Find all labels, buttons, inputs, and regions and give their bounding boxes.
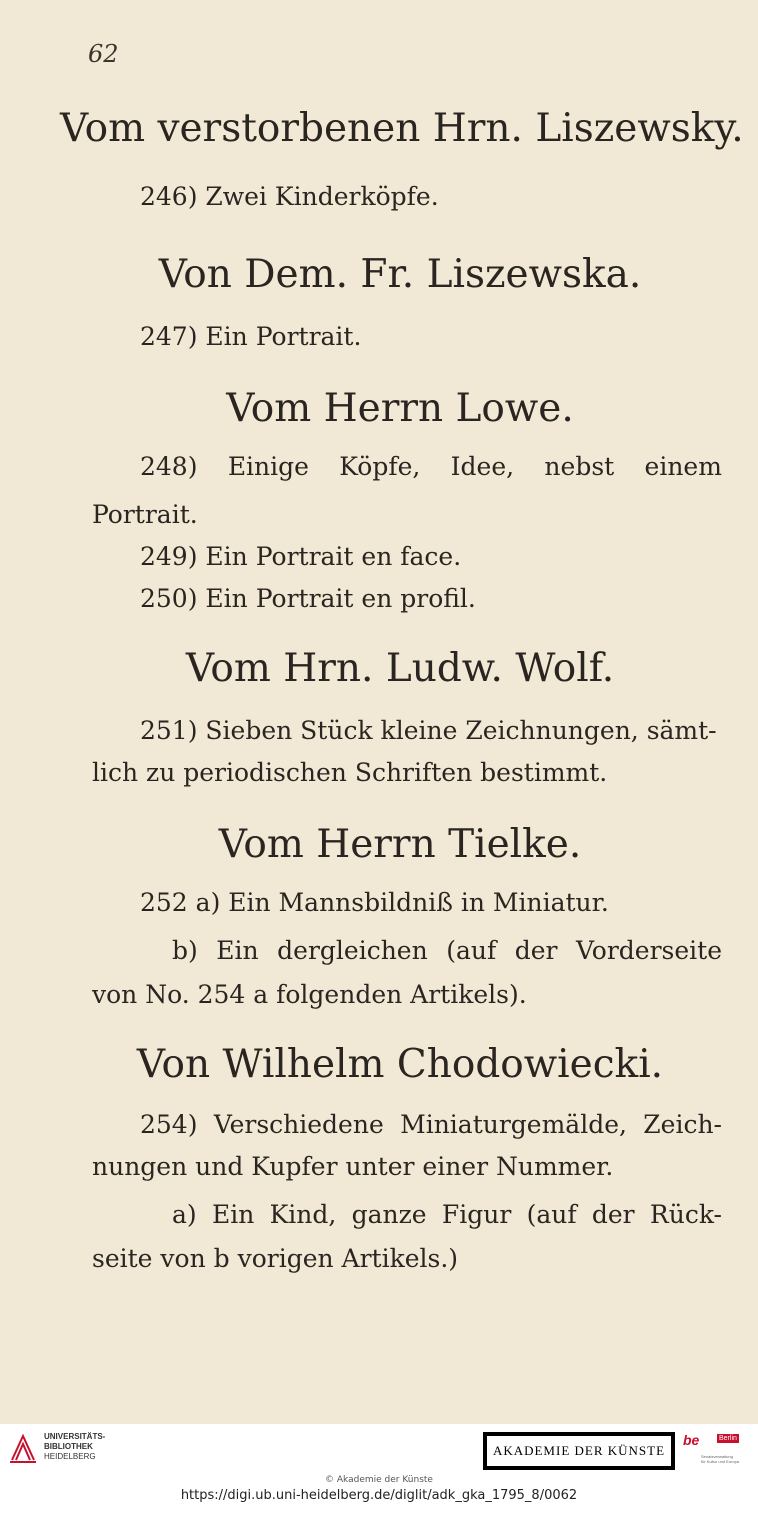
entry-248-line-1	[140, 452, 722, 481]
university-library-name	[44, 1432, 105, 1462]
berlin-logo[interactable]	[683, 1432, 747, 1470]
entry-252b-line-2: von No. 254 a folgenden Artikels).	[92, 980, 527, 1009]
page-number: 62	[88, 40, 119, 68]
entry-248-line-2: Portrait.	[92, 500, 198, 529]
heading-wolf: Vom Hrn. Ludw. Wolf.	[185, 646, 615, 691]
copyright-notice: © Akademie der Künste	[325, 1475, 433, 1485]
heading-tielke: Vom Herrn Tielke.	[218, 822, 582, 867]
word: b)	[172, 936, 198, 965]
word: 248)	[140, 452, 198, 481]
entry-254a-line-2: seite von b vorigen Artikels.)	[92, 1244, 459, 1273]
word: der	[514, 936, 558, 965]
word: einem	[644, 452, 722, 481]
word: ganze	[351, 1200, 427, 1229]
entry-251-line-2: lich zu periodischen Schriften bestimmt.	[92, 758, 608, 787]
berlin-logo-box: Berlin	[719, 1435, 737, 1442]
university-line-1: UNIVERSITÄTS-	[44, 1432, 106, 1441]
entry-252a: 252 a) Ein Mannsbildniß in Miniatur.	[140, 888, 609, 917]
heading-liszewsky: Vom verstorbenen Hrn. Liszewsky.	[60, 106, 744, 151]
entry-254-line-1	[140, 1110, 722, 1139]
word: Einige	[227, 452, 309, 481]
berlin-caption-line-1: Senatsverwaltung	[701, 1454, 733, 1459]
word: Ein	[211, 1200, 255, 1229]
university-library-logo-icon	[8, 1430, 38, 1468]
word: nebst	[544, 452, 615, 481]
heading-lowe: Vom Herrn Lowe.	[226, 386, 574, 431]
heading-chodowiecki: Von Wilhelm Chodowiecki.	[136, 1042, 664, 1087]
word: (auf	[446, 936, 497, 965]
university-line-2: BIBLIOTHEK	[44, 1442, 93, 1451]
entry-247: 247) Ein Portrait.	[140, 322, 362, 351]
entry-251-line-1: 251) Sieben Stück kleine Zeichnungen, sämt-	[140, 716, 717, 745]
word: Köpfe,	[339, 452, 421, 481]
entry-249: 249) Ein Portrait en face.	[140, 542, 462, 571]
berlin-logo-caption	[701, 1454, 739, 1464]
entry-254-line-2: nungen und Kupfer unter einer Nummer.	[92, 1152, 614, 1181]
source-url[interactable]: https://digi.ub.uni-heidelberg.de/diglit/adk_gka_1795_8/0062	[180, 1488, 578, 1503]
footer	[0, 1424, 758, 1516]
word: Vorderseite	[576, 936, 722, 965]
berlin-caption-line-2: für Kultur und Europa	[701, 1459, 740, 1464]
word: Ein	[216, 936, 259, 965]
word: der	[591, 1200, 635, 1229]
akademie-logo-text: AKADEMIE DER KÜNSTE	[487, 1436, 671, 1466]
word: Miniaturgemälde,	[400, 1110, 627, 1139]
word: Rück-	[649, 1200, 722, 1229]
word: a)	[172, 1200, 197, 1229]
entry-254a-line-1	[172, 1200, 722, 1229]
word: Idee,	[450, 452, 515, 481]
word: Zeich-	[643, 1110, 722, 1139]
akademie-logo[interactable]	[483, 1432, 675, 1470]
word: dergleichen	[277, 936, 428, 965]
word: Verschiedene	[213, 1110, 384, 1139]
university-line-3: HEIDELBERG	[44, 1452, 96, 1461]
word: Figur	[441, 1200, 512, 1229]
entry-246: 246) Zwei Kinderköpfe.	[140, 182, 439, 211]
word: 254)	[140, 1110, 198, 1139]
heading-liszewska: Von Dem. Fr. Liszewska.	[158, 252, 642, 297]
entry-250: 250) Ein Portrait en profil.	[140, 584, 476, 613]
entry-252b-line-1	[172, 936, 722, 965]
berlin-logo-be: be	[683, 1432, 700, 1448]
word: (auf	[526, 1200, 577, 1229]
word: Kind,	[269, 1200, 337, 1229]
